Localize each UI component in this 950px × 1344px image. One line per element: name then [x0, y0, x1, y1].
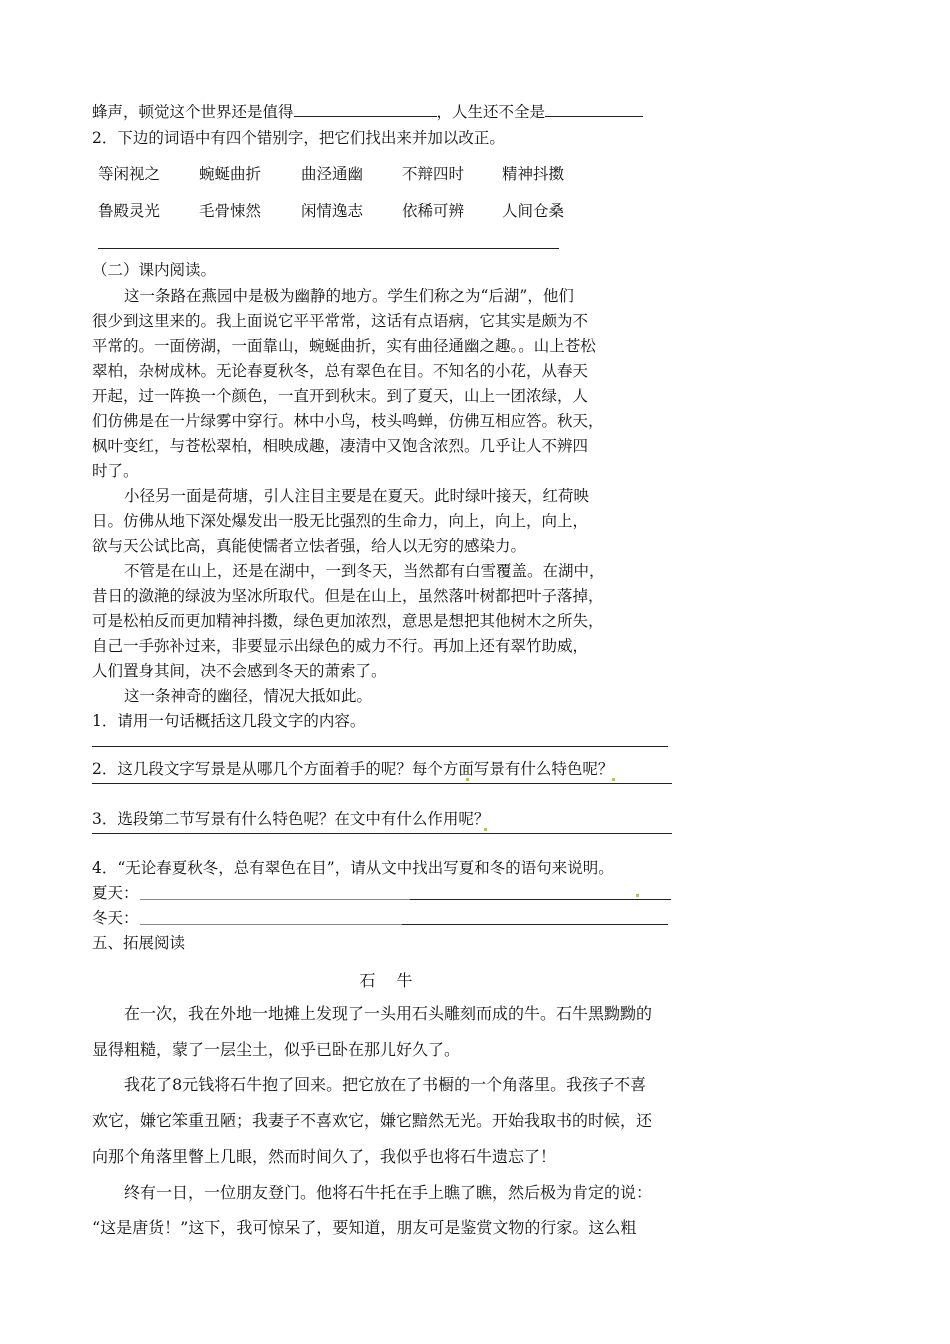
fill-blank-text-a: 蜂声，顿觉这个世界还是值得 [92, 103, 294, 121]
passage-line: 这一条路在燕园中是极为幽静的地方。学生们称之为“后湖”，他们 [124, 287, 574, 305]
word-item: 曲泾通幽 [301, 165, 364, 183]
word-item: 等闲视之 [98, 165, 161, 183]
word-item: 闲情逸志 [301, 202, 364, 220]
passage-line: 很少到这里来的。我上面说它平平常常，这话有点语病，它其实是颇为不 [92, 312, 589, 330]
story-line: 在一次，我在外地一地摊上发现了一头用石头雕刻而成的牛。石牛黑黝黝的 [124, 1004, 653, 1023]
answer-line[interactable] [92, 833, 672, 834]
passage-line: 们仿佛是在一片绿雾中穿行。林中小鸟，枝头鸣蝉，仿佛互相应答。秋天， [92, 412, 604, 430]
word-item: 蜿蜒曲折 [199, 165, 262, 183]
story-line: 终有一日，一位朋友登门。他将石牛托在手上瞧了瞧，然后极为肯定的说： [124, 1183, 653, 1202]
story-line: 显得粗糙，蒙了一层尘土，似乎已卧在那儿好久了。 [92, 1040, 461, 1059]
passage-line: 翠柏，杂树成林。无论春夏秋冬，总有翠色在目。不知名的小花，从春天 [92, 362, 589, 380]
reading-question-2: 2．这几段文字写景是从哪几个方面着手的呢？每个方面写景有什么特色呢？ [92, 760, 614, 778]
answer-line-winter-a[interactable] [140, 924, 402, 925]
passage-line: 枫叶变红，与苍松翠柏，相映成趣，凄清中又饱含浓烈。几乎让人不辨四 [92, 437, 589, 455]
answer-line[interactable] [92, 746, 668, 747]
reading-question-1: 1．请用一句话概括这几段文字的内容。 [92, 712, 366, 730]
passage-line: 时了。 [92, 462, 139, 480]
story-line: 我花了8元钱将石牛抱了回来。把它放在了书橱的一个角落里。我孩子不喜 [124, 1075, 647, 1094]
passage-line: 平常的。一面傍湖，一面靠山，蜿蜒曲折，实有曲径通幽之趣。。山上苍松 [92, 337, 596, 355]
question-2-typos: 2．下边的词语中有四个错别字，把它们找出来并加以改正。 [92, 129, 505, 147]
passage-line: 昔日的潋滟的绿波为坚冰所取代。但是在山上，虽然落叶树都把叶子落掉， [92, 587, 604, 605]
story-line: 欢它，嫌它笨重丑陋；我妻子不喜欢它，嫌它黯然无光。开始我取书的时候，还 [92, 1111, 653, 1130]
passage-line: 开起，过一阵换一个颜色，一直开到秋末。到了夏天，山上一团浓绿，人 [92, 387, 589, 405]
word-item: 毛骨悚然 [199, 202, 262, 220]
passage-line: 自己一手弥补过来，非要显示出绿色的威力不行。再加上还有翠竹助威， [92, 637, 589, 655]
passage-line: 这一条神奇的幽径，情况大抵如此。 [124, 687, 373, 705]
summer-label: 夏天： [92, 884, 139, 902]
passage-line: 小径另一面是荷塘，引人注目主要是在夏天。此时绿叶接天，红荷映 [124, 487, 590, 505]
answer-line-summer-a[interactable] [140, 899, 410, 900]
passage-line: 人们置身其间，决不会感到冬天的萧索了。 [92, 662, 387, 680]
word-item: 精神抖擞 [502, 165, 565, 183]
reading-question-4: 4．“无论春夏秋冬，总有翠色在目”，请从文中找出写夏和冬的语句来说明。 [92, 859, 614, 877]
answer-line[interactable] [92, 783, 672, 784]
word-item: 鲁殿灵光 [98, 202, 161, 220]
fill-blank-text-b: ，人生还不全是 [436, 103, 546, 121]
answer-line-summer-b[interactable] [410, 899, 671, 900]
answer-line[interactable] [98, 248, 559, 249]
passage-line: 不管是在山上，还是在湖中，一到冬天，当然都有白雪覆盖。在湖中， [124, 562, 605, 580]
word-item: 人间仓桑 [502, 202, 565, 220]
story-title: 石 牛 [359, 971, 421, 990]
winter-label: 冬天： [92, 909, 139, 927]
passage-line: 欲与天公试比高，真能使懦者立怯者强，给人以无穷的感染力。 [92, 537, 527, 555]
passage-line: 可是松柏反而更加精神抖擞，绿色更加浓烈，意思是想把其他树木之所失， [92, 612, 604, 630]
answer-line-winter-b[interactable] [402, 924, 668, 925]
word-item: 依稀可辨 [402, 202, 465, 220]
story-line: 向那个角落里瞥上几眼，然而时间久了，我似乎也将石牛遗忘了！ [92, 1147, 557, 1166]
answer-blank[interactable] [545, 100, 643, 117]
answer-blank[interactable] [294, 100, 437, 117]
reading-heading: （二）课内阅读。 [92, 261, 217, 279]
fill-blank-line [92, 100, 643, 123]
passage-line: 日。仿佛从地下深处爆发出一股无比强烈的生命力，向上，向上，向上， [92, 512, 589, 530]
reading-question-3: 3．选段第二节写景有什么特色呢？在文中有什么作用呢？ [92, 810, 490, 828]
word-item: 不辩四时 [402, 165, 465, 183]
story-line: “这是唐货！”这下，我可惊呆了，要知道，朋友可是鉴赏文物的行家。这么粗 [92, 1218, 637, 1237]
extension-heading: 五、拓展阅读 [92, 934, 186, 952]
